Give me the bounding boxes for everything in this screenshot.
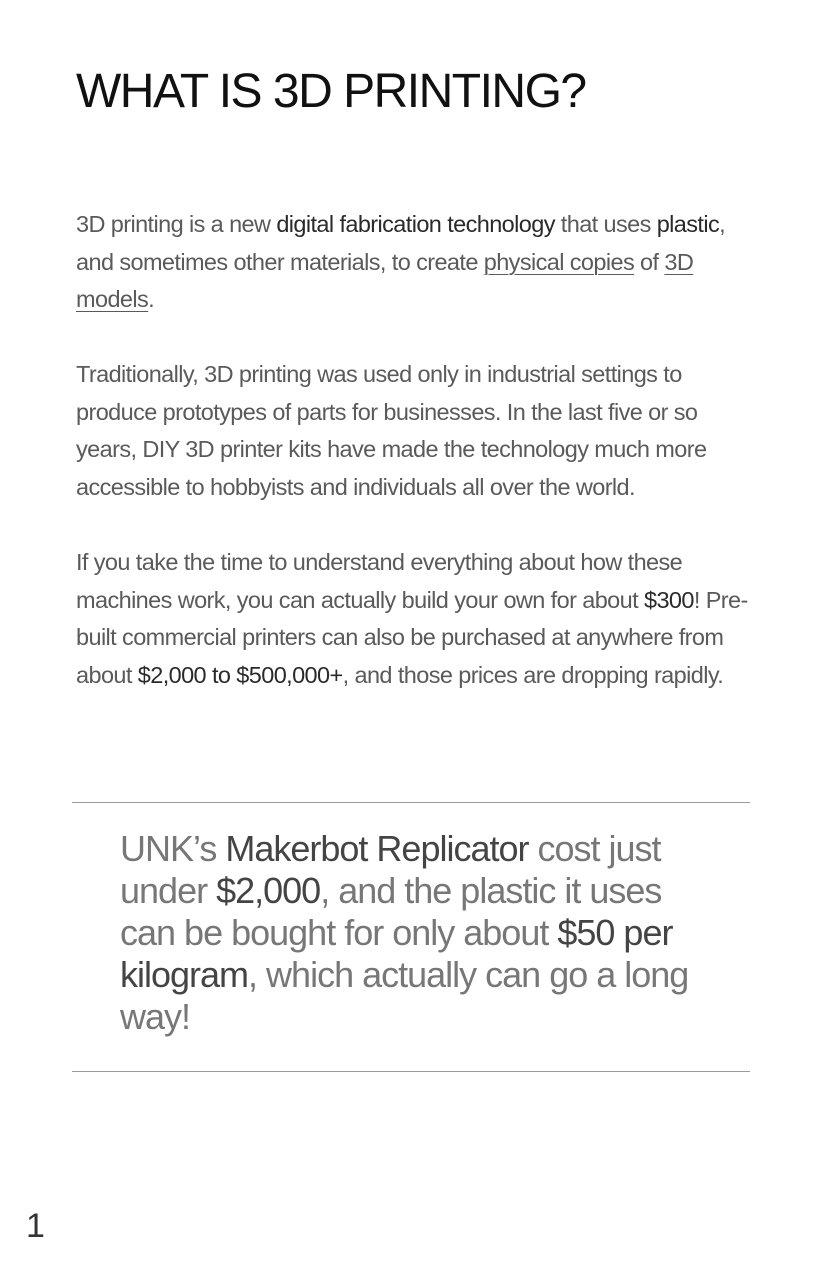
quote-text: , which actually can go a long way! <box>120 954 689 1037</box>
highlight-plastic: plastic <box>656 211 720 237</box>
paragraph-text: that uses <box>554 211 657 237</box>
highlight-digital-fabrication: digital fabrication technology <box>276 211 555 237</box>
page-title: WHAT IS 3D PRINTING? <box>76 65 586 118</box>
paragraph-text: 3D printing is a new <box>76 211 277 237</box>
link-physical-copies[interactable]: physical copies <box>483 248 635 275</box>
quote-text: , and the plastic it uses can be bought for only about <box>120 870 662 953</box>
paragraph-text: of <box>634 248 665 275</box>
highlight-price-range: $2,000 to $500,000+ <box>137 661 343 688</box>
paragraph-text: , and those prices are dropping rapidly. <box>342 661 724 688</box>
highlight-price-2000: $2,000 <box>216 870 321 911</box>
divider-top <box>72 802 750 803</box>
page-number: 1 <box>26 1207 45 1245</box>
highlight-price-per-kg: $50 per kilogram <box>120 912 673 995</box>
paragraph-text: If you take the time to understand everything about how these machines work, you can actually build your own for about <box>76 549 683 613</box>
highlight-price-300: $300 <box>643 586 694 613</box>
highlight-makerbot: Makerbot Replicator <box>225 828 529 869</box>
history-paragraph: Traditionally, 3D printing was used only in industrial settings to produce prototypes of parts for businesses. In the last five or so years, DIY 3D printer kits have made the technology much more accessible to hobbyists and individuals all over the world. <box>76 361 707 500</box>
quote-text: cost just under <box>120 828 661 911</box>
quote-text: UNK’s <box>120 828 226 869</box>
link-3d-models[interactable]: 3D models <box>76 248 694 312</box>
divider-bottom <box>72 1071 750 1072</box>
paragraph-text: . <box>148 286 155 312</box>
cost-paragraph <box>76 544 756 694</box>
pull-quote <box>120 828 720 1038</box>
paragraph-text: , and sometimes other materials, to create <box>76 211 726 275</box>
paragraph-text: ! Pre-built commercial printers can also be purchased at anywhere from about <box>76 586 748 688</box>
intro-paragraph <box>76 206 756 319</box>
